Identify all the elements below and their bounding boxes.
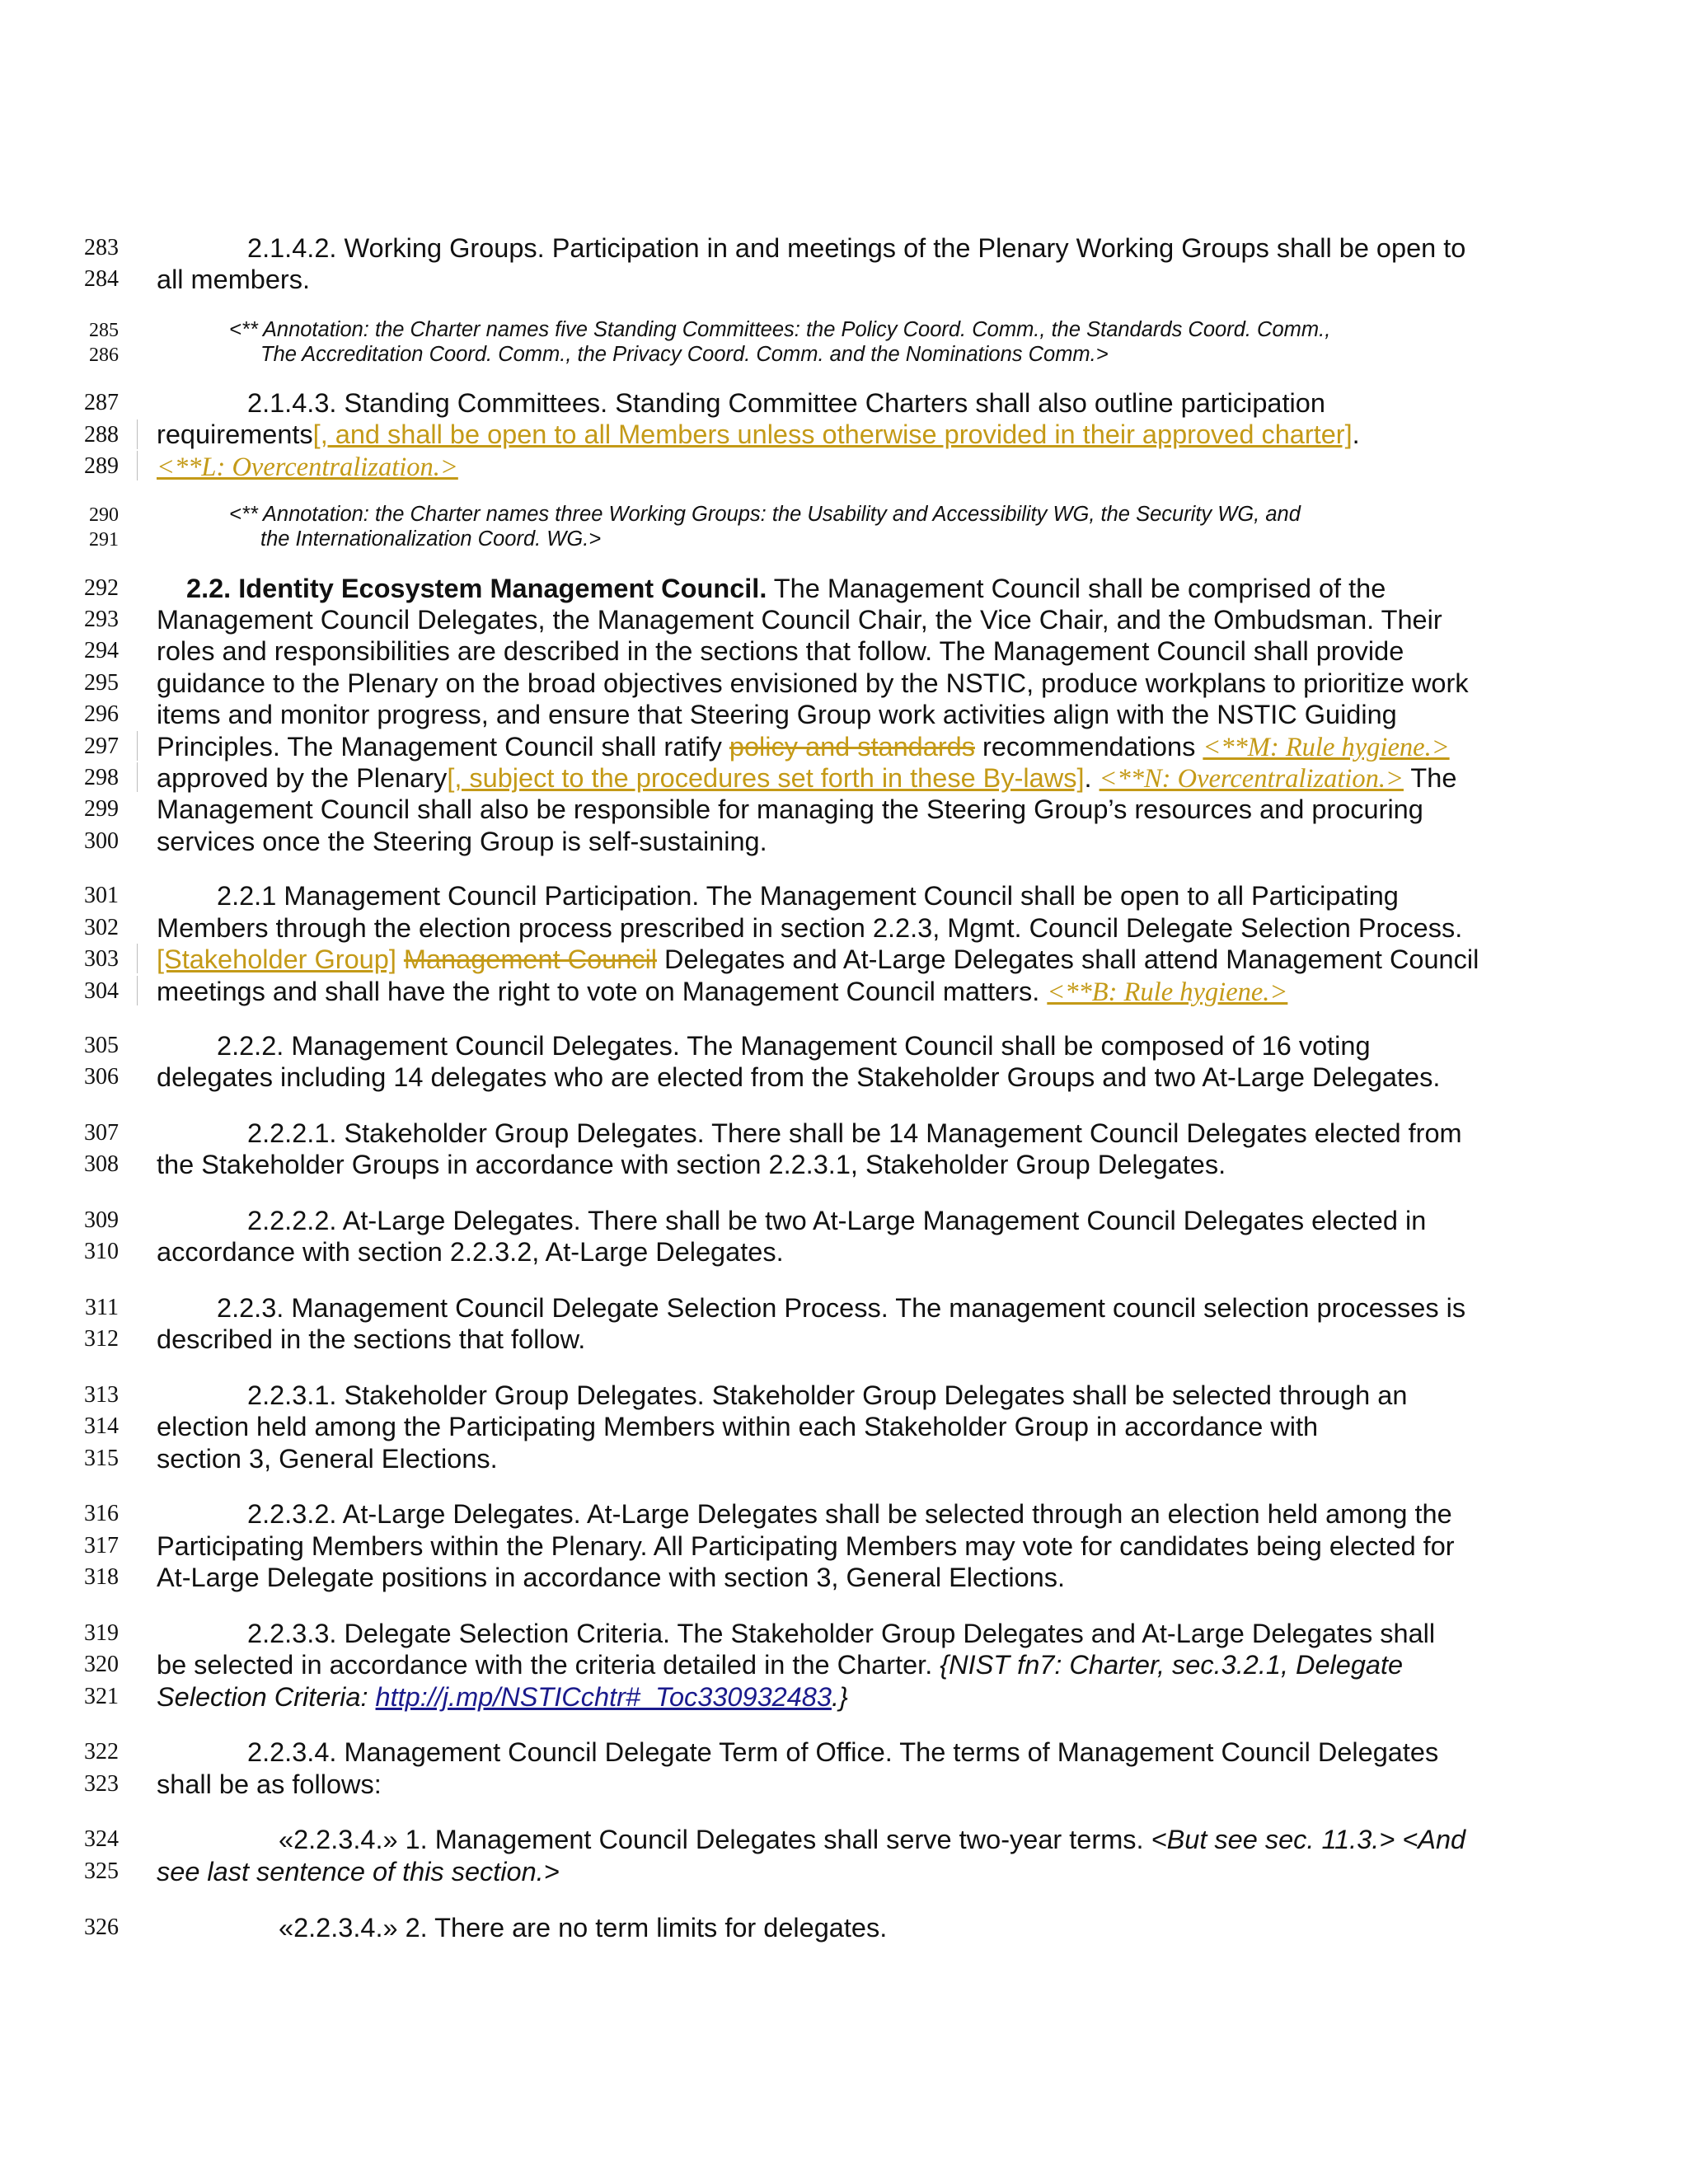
deleted-text: Management Council — [403, 944, 658, 974]
text-line: 2.2.2.1. Stakeholder Group Delegates. There shall be 14 Management Council Delegates elected from — [247, 1118, 1462, 1148]
line-number: 300 — [84, 828, 119, 854]
line-number: 323 — [84, 1771, 119, 1797]
line-number: 315 — [84, 1446, 119, 1471]
text-line — [157, 1857, 560, 1887]
line-number: 292 — [84, 575, 119, 601]
line-number: 301 — [84, 883, 119, 908]
text-line: requirements[, and shall be open to all Members unless otherwise provided in their approved charter]. — [157, 419, 1360, 449]
text-line: section 3, General Elections. — [157, 1444, 498, 1474]
line-number: 288 — [84, 422, 119, 448]
text-line: 2.2. Identity Ecosystem Management Council. The Management Council shall be comprised of the — [186, 574, 1386, 603]
line-number: 317 — [84, 1533, 119, 1558]
text-line: shall be as follows: — [157, 1769, 382, 1799]
text-line: the Stakeholder Groups in accordance with section 2.2.3.1, Stakeholder Group Delegates. — [157, 1150, 1226, 1179]
nist-footnote: {NIST fn7: Charter, sec.3.2.1, Delegate — [940, 1650, 1404, 1680]
annotation-line: The Accreditation Coord. Comm., the Privacy Coord. Comm. and the Nominations Comm.> — [260, 343, 1109, 366]
text-line: services once the Steering Group is self-sustaining. — [157, 827, 767, 856]
text-line: Management Council shall also be responsible for managing the Steering Group’s resources and procuring — [157, 794, 1423, 824]
line-number: 308 — [84, 1151, 119, 1177]
annotation-line: the Internationalization Coord. WG.> — [260, 527, 602, 551]
line-number: 296 — [84, 701, 119, 727]
line-number: 324 — [84, 1826, 119, 1852]
line-number: 305 — [84, 1033, 119, 1058]
review-comment: <**L: Overcentralization.> — [157, 452, 458, 482]
text-line: delegates including 14 delegates who are elected from the Stakeholder Groups and two At-Large Delegates. — [157, 1062, 1441, 1092]
line-number: 311 — [85, 1295, 119, 1320]
line-number: 325 — [84, 1858, 119, 1884]
change-bar — [137, 944, 138, 973]
line-number: 321 — [84, 1684, 119, 1709]
line-number: 322 — [84, 1739, 119, 1765]
change-bar — [137, 419, 138, 449]
line-number: 291 — [89, 529, 119, 551]
text-line: guidance to the Plenary on the broad objectives envisioned by the NSTIC, produce workplans to prioritize work — [157, 668, 1469, 698]
inserted-text: [Stakeholder Group] — [157, 944, 396, 974]
line-number: 290 — [89, 504, 119, 526]
line-number: 309 — [84, 1207, 119, 1233]
text-line: 2.2.3.2. At-Large Delegates. At-Large Delegates shall be selected through an election held among the — [247, 1499, 1452, 1529]
text-line: At-Large Delegate positions in accordance with section 3, General Elections. — [157, 1563, 1066, 1592]
line-number: 316 — [84, 1501, 119, 1526]
line-number: 286 — [89, 344, 119, 366]
line-number: 298 — [84, 765, 119, 790]
text-line: Principles. The Management Council shall ratify policy and standards recommendations <**M: Rule hygiene.> — [157, 732, 1450, 762]
line-number: 313 — [84, 1382, 119, 1408]
text-line: Selection Criteria: http://j.mp/NSTICchtr#_Toc330932483.} — [157, 1682, 848, 1712]
text-line: accordance with section 2.2.3.2, At-Large Delegates. — [157, 1237, 784, 1267]
text-line: 2.1.4.3. Standing Committees. Standing Committee Charters shall also outline participation — [247, 388, 1325, 418]
line-number: 285 — [89, 320, 119, 341]
section-heading: 2.2. Identity Ecosystem Management Council. — [186, 574, 767, 603]
text-line: be selected in accordance with the criteria detailed in the Charter. {NIST fn7: Charter, sec.3.2.1, Delegate — [157, 1650, 1404, 1680]
text-line: Management Council Delegates, the Management Council Chair, the Vice Chair, and the Ombudsman. Their — [157, 605, 1442, 635]
inserted-text: [, and shall be open to all Members unless otherwise provided in their approved charter] — [312, 419, 1353, 449]
review-comment: <**B: Rule hygiene.> — [1047, 977, 1288, 1007]
editor-note: see last sentence of this section.> — [157, 1857, 560, 1886]
annotation-line: <** Annotation: the Charter names three Working Groups: the Usability and Accessibility WG, the Security WG, and — [229, 503, 1301, 526]
line-number: 312 — [84, 1326, 119, 1352]
line-number: 318 — [84, 1564, 119, 1590]
line-number: 283 — [84, 235, 119, 260]
line-number: 289 — [84, 453, 119, 479]
text-line: «2.2.3.4.» 2. There are no term limits for delegates. — [279, 1913, 888, 1943]
change-bar — [137, 451, 138, 480]
annotation-line: <** Annotation: the Charter names five Standing Committees: the Policy Coord. Comm., the Standards Coord. Comm., — [229, 318, 1331, 341]
text-line: «2.2.3.4.» 1. Management Council Delegates shall serve two-year terms. <But see sec. 11.3.> <And — [279, 1825, 1466, 1854]
review-comment: <**N: Overcentralization.> — [1099, 764, 1404, 794]
text-line: 2.2.3.1. Stakeholder Group Delegates. Stakeholder Group Delegates shall be selected through an — [247, 1380, 1408, 1410]
change-bar — [137, 762, 138, 792]
line-number: 303 — [84, 946, 119, 972]
editor-note: <But see sec. 11.3.> <And — [1151, 1825, 1466, 1854]
line-number: 299 — [84, 796, 119, 822]
text-line — [157, 452, 458, 483]
text-line: 2.2.3.4. Management Council Delegate Term of Office. The terms of Management Council Delegates — [247, 1737, 1439, 1767]
line-number: 306 — [84, 1064, 119, 1090]
line-number: 310 — [84, 1239, 119, 1264]
line-number: 287 — [84, 390, 119, 415]
change-bar — [137, 976, 138, 1005]
text-line: all members. — [157, 265, 311, 294]
line-number: 293 — [84, 607, 119, 632]
line-number: 304 — [84, 978, 119, 1004]
text-line: Participating Members within the Plenary. All Participating Members may vote for candidates being elected for — [157, 1531, 1455, 1561]
text-line: Members through the election process prescribed in section 2.2.3, Mgmt. Council Delegate Selection Process. — [157, 913, 1463, 943]
line-number: 307 — [84, 1120, 119, 1146]
text-line: 2.2.2.2. At-Large Delegates. There shall be two At-Large Management Council Delegates elected in — [247, 1206, 1427, 1235]
line-number: 319 — [84, 1620, 119, 1646]
line-number: 320 — [84, 1652, 119, 1677]
deleted-text: policy and standards — [729, 732, 975, 762]
line-number: 294 — [84, 638, 119, 663]
change-bar — [137, 731, 138, 761]
text-line: 2.2.3.3. Delegate Selection Criteria. The Stakeholder Group Delegates and At-Large Delegates shall — [247, 1619, 1436, 1648]
line-number: 297 — [84, 733, 119, 759]
inserted-text: [, subject to the procedures set forth in these By-laws] — [447, 763, 1085, 793]
text-line: 2.2.2. Management Council Delegates. The Management Council shall be composed of 16 voting — [217, 1031, 1371, 1061]
text-line: approved by the Plenary[, subject to the procedures set forth in these By-laws]. <**N: Overcentralization.> The — [157, 763, 1457, 794]
review-comment: <**M: Rule hygiene.> — [1203, 733, 1450, 762]
charter-link[interactable]: http://j.mp/NSTICchtr#_Toc330932483 — [375, 1682, 832, 1712]
text-line: 2.2.1 Management Council Participation. The Management Council shall be open to all Participating — [217, 881, 1399, 911]
text-line: 2.1.4.2. Working Groups. Participation in and meetings of the Plenary Working Groups shall be open to — [247, 233, 1466, 263]
text-line: 2.2.3. Management Council Delegate Selection Process. The management council selection processes is — [217, 1293, 1466, 1323]
text-line: meetings and shall have the right to vote on Management Council matters. <**B: Rule hygiene.> — [157, 977, 1288, 1007]
line-number: 326 — [84, 1915, 119, 1940]
text-line: [Stakeholder Group] Management Council Delegates and At-Large Delegates shall attend Management Council — [157, 944, 1479, 974]
text-line: items and monitor progress, and ensure that Steering Group work activities align with the NSTIC Guiding — [157, 700, 1397, 729]
line-number: 284 — [84, 266, 119, 292]
line-number: 295 — [84, 670, 119, 696]
text-line: described in the sections that follow. — [157, 1324, 586, 1354]
text-line: election held among the Participating Members within each Stakeholder Group in accordance with — [157, 1412, 1319, 1441]
line-number: 302 — [84, 915, 119, 940]
text-line: roles and responsibilities are described in the sections that follow. The Management Council shall provide — [157, 636, 1404, 666]
line-number: 314 — [84, 1413, 119, 1439]
